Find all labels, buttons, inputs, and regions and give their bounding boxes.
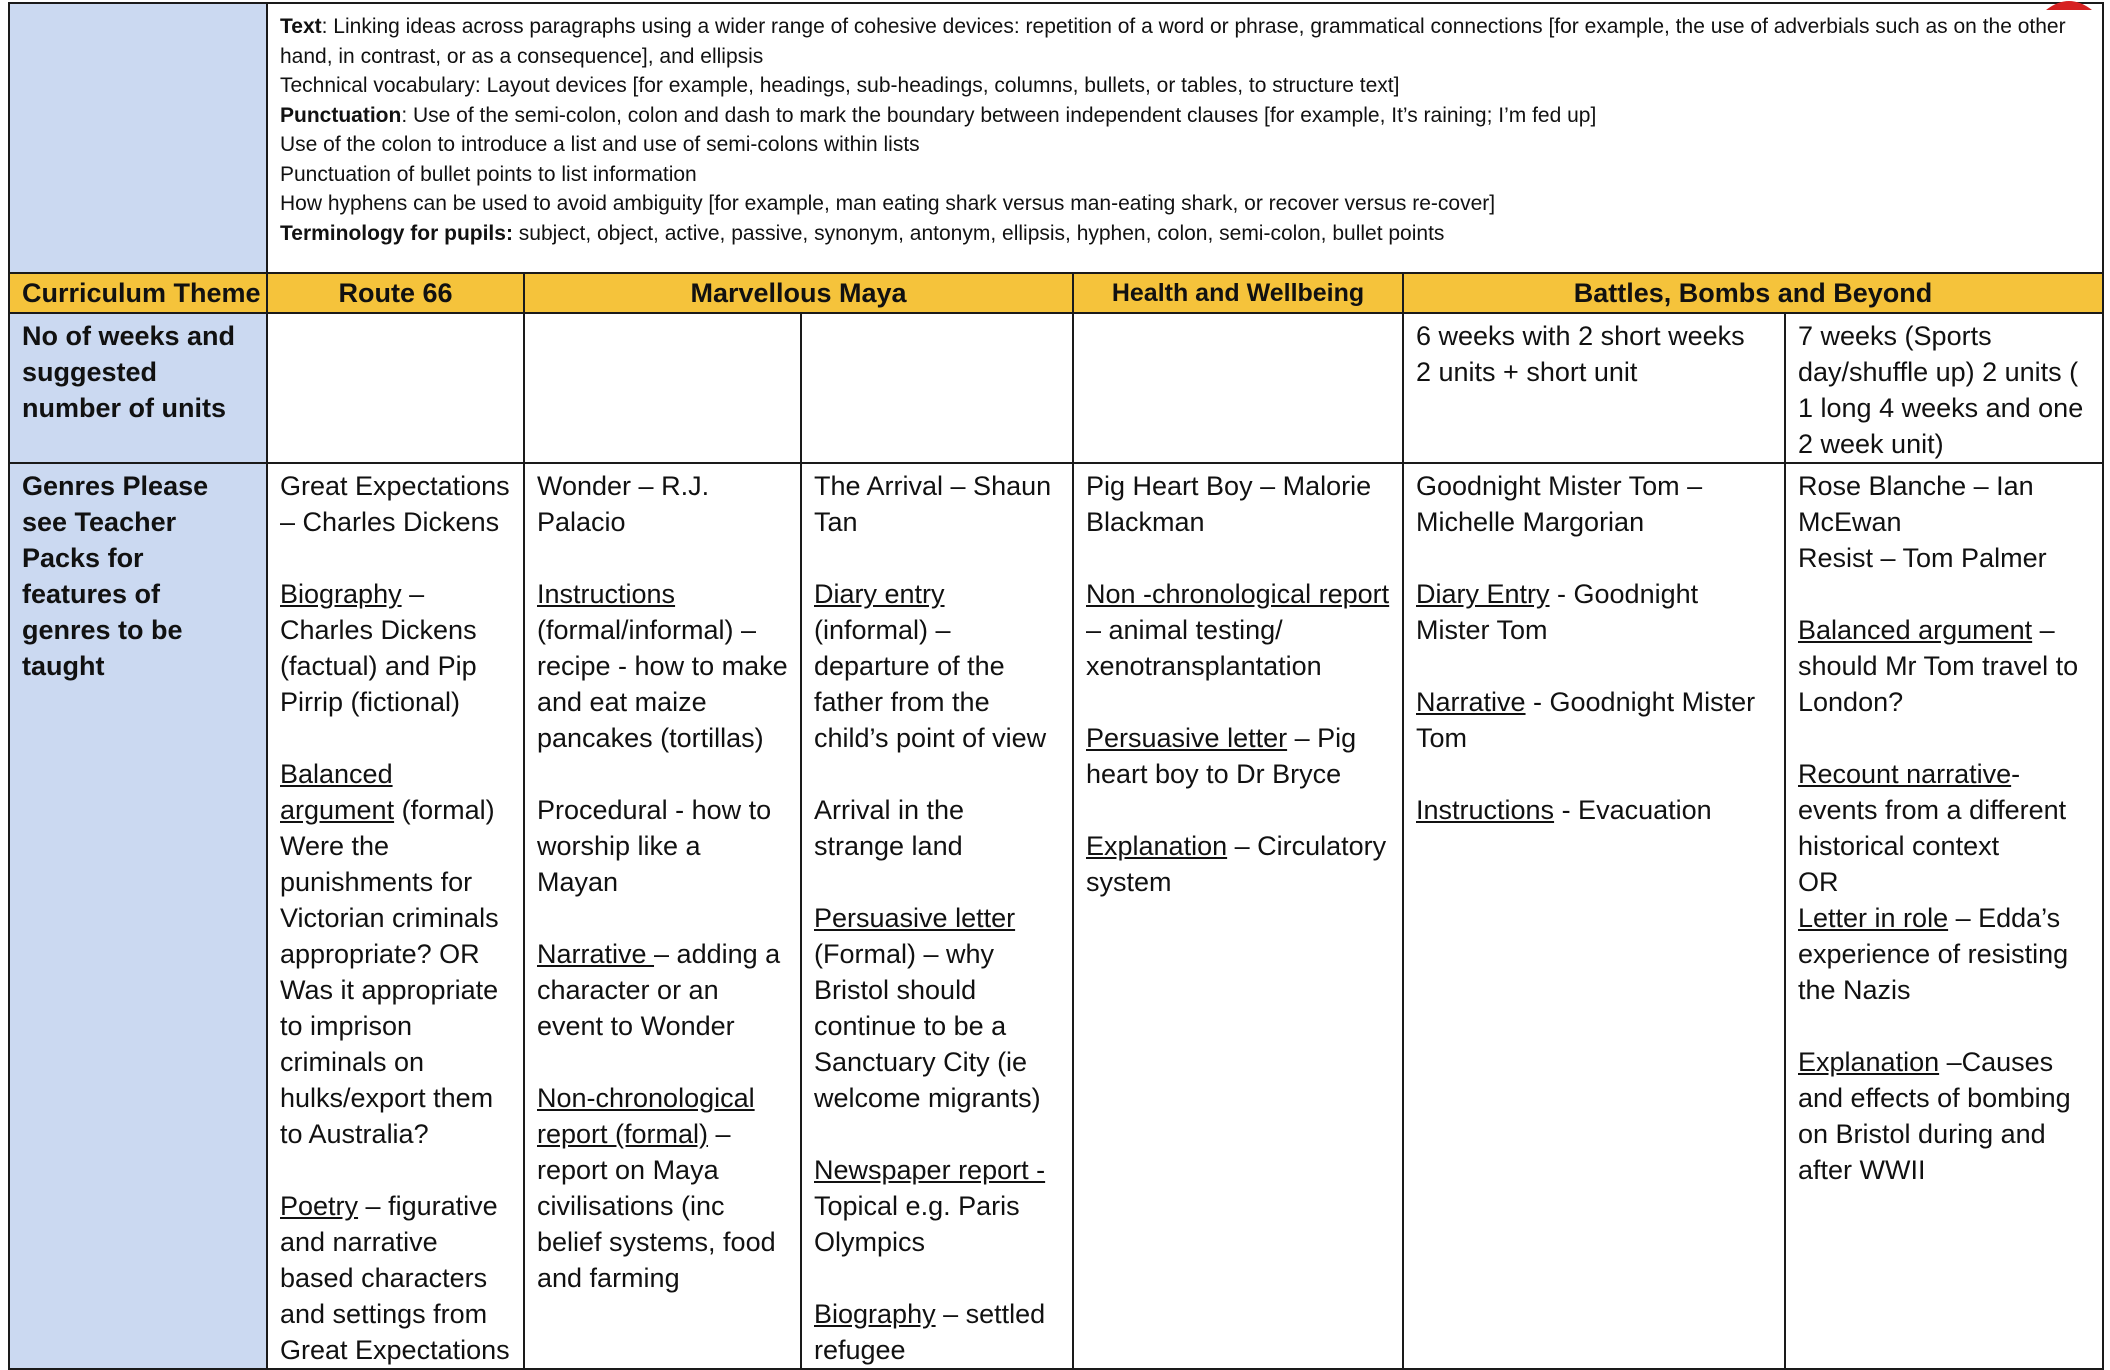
or-label: OR xyxy=(1798,867,1839,897)
weeks-label: No of weeks and suggested number of units xyxy=(9,313,267,463)
genres-label: Genres Please see Teacher Packs for features of genres to be taught xyxy=(9,463,267,1369)
genres-battles-a xyxy=(1403,463,1785,1369)
school-logo-icon xyxy=(2042,0,2096,16)
genre-procedural: Procedural - how to worship like a Mayan xyxy=(537,795,772,897)
bullet-points-note: Punctuation of bullet points to list information xyxy=(280,162,697,186)
book-the-arrival: The Arrival – Shaun Tan xyxy=(814,471,1052,537)
book-goodnight-mister-tom: Goodnight Mister Tom – Michelle Margorian xyxy=(1416,471,1703,537)
genre-non-chronological-report: Non-chronological report (formal) – report on Maya civilisations (inc belief systems, food and farming xyxy=(537,1083,776,1293)
curriculum-sheet xyxy=(8,2,2102,1370)
genre-persuasive-letter: Persuasive letter – Pig heart boy to Dr Bryce xyxy=(1086,723,1357,789)
theme-health-and-wellbeing: Health and Wellbeing xyxy=(1073,273,1403,313)
genre-arrival: Arrival in the strange land xyxy=(814,795,965,861)
genre-instructions: Instructions - Evacuation xyxy=(1416,795,1712,825)
book-wonder: Wonder – R.J. Palacio xyxy=(537,471,710,537)
theme-battles-bombs-beyond: Battles, Bombs and Beyond xyxy=(1403,273,2103,313)
theme-route-66: Route 66 xyxy=(267,273,524,313)
weeks-health xyxy=(1073,313,1403,463)
genre-biography: Biography – settled refugee xyxy=(814,1299,1046,1365)
genre-narrative: Narrative - Goodnight Mister Tom xyxy=(1416,687,1756,753)
punctuation-note: Punctuation: Use of the semi-colon, colon and dash to mark the boundary between independent clauses [for example, It’s raining; I’m fed up] xyxy=(280,103,1597,127)
curriculum-table xyxy=(8,2,2104,1370)
book-resist: Resist – Tom Palmer xyxy=(1798,543,2047,573)
genres-battles-b xyxy=(1785,463,2103,1369)
notes-label-cell xyxy=(9,3,267,273)
book-rose-blanche: Rose Blanche – Ian McEwan xyxy=(1798,471,2034,537)
genre-biography: Biography – Charles Dickens (factual) and Pip Pirrip (fictional) xyxy=(280,579,477,717)
genre-poetry: Poetry – figurative and narrative based characters and settings from Great Expectations xyxy=(280,1191,510,1365)
genre-narrative: Narrative – adding a character or an event to Wonder xyxy=(537,939,781,1041)
weeks-route-66 xyxy=(267,313,524,463)
genres-row xyxy=(9,463,2103,1369)
grammar-notes xyxy=(267,3,2103,273)
curriculum-theme-label: Curriculum Theme xyxy=(9,273,267,313)
genre-explanation: Explanation – Circulatory system xyxy=(1086,831,1387,897)
grammar-notes-row xyxy=(9,3,2103,273)
genre-balanced-argument: Balanced argument (formal) Were the punishments for Victorian criminals appropriate? OR Was it appropriate to imprison criminals on hulks/export them to Australia? xyxy=(280,759,499,1149)
curriculum-theme-header-row xyxy=(9,273,2103,313)
genre-instructions: Instructions (formal/informal) – recipe - how to make and eat maize pancakes (tortillas) xyxy=(537,579,788,753)
hyphen-note: How hyphens can be used to avoid ambiguity [for example, man eating shark versus man-eating shark, or recover versus re-cover] xyxy=(280,192,1496,215)
weeks-maya-2 xyxy=(801,313,1073,463)
text-note: Text: Linking ideas across paragraphs using a wider range of cohesive devices: repetition of a word or phrase, grammatical connections [for example, the use of adverbials such as on the other hand, in contrast, or as a consequence], and ellipsis xyxy=(280,15,2066,68)
genres-maya-1 xyxy=(524,463,801,1369)
genres-health xyxy=(1073,463,1403,1369)
genre-newspaper-report: Newspaper report - Topical e.g. Paris Olympics xyxy=(814,1155,1046,1257)
genres-maya-2 xyxy=(801,463,1073,1369)
weeks-battles-a-line-1: 6 weeks with 2 short weeks xyxy=(1416,321,1745,351)
genre-balanced-argument: Balanced argument – should Mr Tom travel to London? xyxy=(1798,615,2079,717)
genre-explanation: Explanation –Causes and effects of bombing on Bristol during and after WWII xyxy=(1798,1047,2071,1185)
genre-letter-in-role: Letter in role – Edda’s experience of resisting the Nazis xyxy=(1798,903,2069,1005)
weeks-battles-b: 7 weeks (Sports day/shuffle up) 2 units ( 1 long 4 weeks and one 2 week unit) xyxy=(1785,313,2103,463)
terminology-note: Terminology for pupils: subject, object, active, passive, synonym, antonym, ellipsis, hyphen, colon, semi-colon, bullet points xyxy=(280,221,1445,245)
book-pig-heart-boy: Pig Heart Boy – Malorie Blackman xyxy=(1086,471,1372,537)
genre-persuasive-letter: Persuasive letter (Formal) – why Bristol should continue to be a Sanctuary City (ie welcome migrants) xyxy=(814,903,1041,1113)
colon-note: Use of the colon to introduce a list and use of semi-colons within lists xyxy=(280,133,920,156)
book-great-expectations: Great Expectations – Charles Dickens xyxy=(280,471,510,537)
genre-recount-narrative: Recount narrative- events from a different historical context xyxy=(1798,759,2067,861)
technical-vocabulary-note: Technical vocabulary: Layout devices [for example, headings, sub-headings, columns, bullets, or tables, to structure text] xyxy=(280,74,1400,97)
weeks-maya-1 xyxy=(524,313,801,463)
theme-marvellous-maya: Marvellous Maya xyxy=(524,273,1073,313)
weeks-row xyxy=(9,313,2103,463)
genre-diary-entry: Diary entry (informal) – departure of the father from the child’s point of view xyxy=(814,579,1047,753)
weeks-battles-a-line-2: 2 units + short unit xyxy=(1416,357,1638,387)
genres-route-66 xyxy=(267,463,524,1369)
genre-non-chronological-report: Non -chronological report – animal testing/ xenotransplantation xyxy=(1086,579,1390,681)
genre-diary-entry: Diary Entry - Goodnight Mister Tom xyxy=(1416,579,1699,645)
weeks-battles-a xyxy=(1403,313,1785,463)
